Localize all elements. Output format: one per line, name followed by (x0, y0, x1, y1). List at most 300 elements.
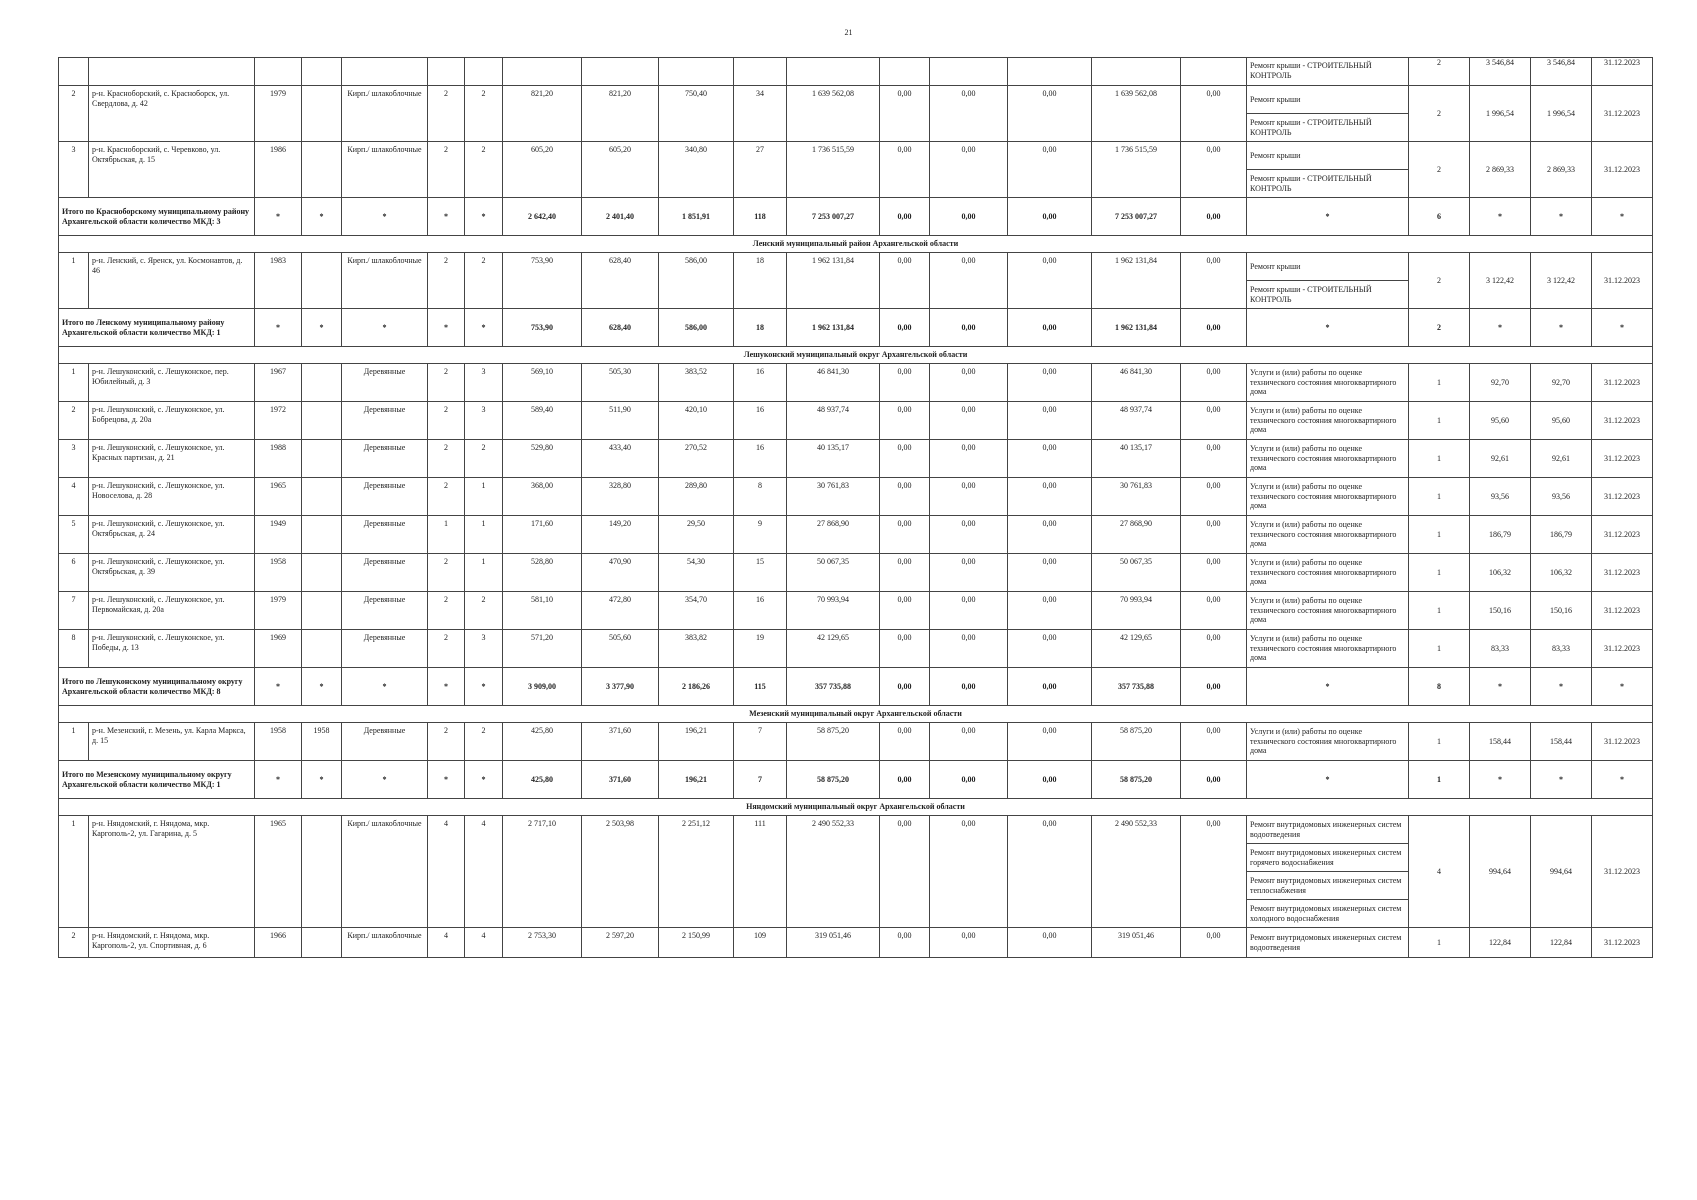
fund-municipal: 0,00 (1008, 142, 1092, 198)
total-f3: 0,00 (1008, 761, 1092, 799)
total-f3: 0,00 (1008, 198, 1092, 236)
total-s2: 628,40 (582, 309, 659, 347)
fund-municipal: 0,00 (1008, 723, 1092, 761)
fund-regional: 0,00 (930, 592, 1008, 630)
total-s2: 3 377,90 (582, 668, 659, 706)
fund-other: 0,00 (1181, 928, 1247, 958)
unit-cost-1: 122,84 (1470, 928, 1531, 958)
total-area: 571,20 (503, 630, 582, 668)
table-row (59, 440, 1653, 478)
section-row (59, 236, 1653, 253)
fund-regional: 0,00 (930, 86, 1008, 142)
address: р-н. Мезенский, г. Мезень, ул. Карла Маркса, д. 15 (89, 723, 255, 761)
fund-federal: 0,00 (880, 630, 930, 668)
entrances: 2 (465, 723, 503, 761)
placeholder-cell: * (342, 761, 428, 799)
build-year: 1979 (255, 592, 302, 630)
unit-cost-1: 158,44 (1470, 723, 1531, 761)
fund-municipal: 0,00 (1008, 86, 1092, 142)
apartments-area: 196,21 (659, 723, 734, 761)
placeholder-cell: * (428, 309, 465, 347)
placeholder-cell: * (428, 761, 465, 799)
floors: 4 (428, 928, 465, 958)
total-s1: 2 642,40 (503, 198, 582, 236)
total-cost: 357 735,88 (787, 668, 880, 706)
fund-other: 0,00 (1181, 723, 1247, 761)
fund-regional: 0,00 (930, 630, 1008, 668)
unit-cost-2: 93,56 (1531, 478, 1592, 516)
total-s2: 371,60 (582, 761, 659, 799)
apartments-area: 2 150,99 (659, 928, 734, 958)
total-f4: 357 735,88 (1092, 668, 1181, 706)
total-area: 589,40 (503, 402, 582, 440)
table-row (59, 516, 1653, 554)
table-row (59, 816, 1653, 844)
residents: 15 (734, 554, 787, 592)
wall-material: Деревянные (342, 554, 428, 592)
floors: 2 (428, 630, 465, 668)
row-number: 7 (59, 592, 89, 630)
fund-federal: 0,00 (880, 253, 930, 309)
fund-municipal: 0,00 (1008, 364, 1092, 402)
total-area: 171,60 (503, 516, 582, 554)
total-s3: 586,00 (659, 309, 734, 347)
placeholder-cell: * (1470, 761, 1531, 799)
total-ppl: 115 (734, 668, 787, 706)
placeholder-cell: * (1592, 309, 1653, 347)
due-date: 31.12.2023 (1592, 440, 1653, 478)
fund-owners: 319 051,46 (1092, 928, 1181, 958)
build-year: 1967 (255, 364, 302, 402)
table-row (59, 253, 1653, 281)
placeholder-cell: * (1247, 668, 1409, 706)
floors: 2 (428, 554, 465, 592)
total-s1: 753,90 (503, 309, 582, 347)
total-cost: 30 761,83 (787, 478, 880, 516)
address: р-н. Красноборский, с. Черевково, ул. Октябрьская, д. 15 (89, 142, 255, 198)
work-type: Ремонт крыши - СТРОИТЕЛЬНЫЙ КОНТРОЛЬ (1247, 170, 1409, 198)
placeholder-cell: * (255, 309, 302, 347)
works-count: 1 (1409, 928, 1470, 958)
living-area: 328,80 (582, 478, 659, 516)
total-cost: 58 875,20 (787, 723, 880, 761)
reconstruction-year (302, 402, 342, 440)
placeholder-cell: * (302, 761, 342, 799)
fund-municipal: 0,00 (1008, 440, 1092, 478)
placeholder-cell: * (342, 198, 428, 236)
build-year: 1983 (255, 253, 302, 309)
fund-federal: 0,00 (880, 478, 930, 516)
unit-cost-2: 95,60 (1531, 402, 1592, 440)
total-f1: 0,00 (880, 761, 930, 799)
total-f1: 0,00 (880, 198, 930, 236)
floors: 2 (428, 86, 465, 142)
entrances: 2 (465, 253, 503, 309)
table-row (59, 364, 1653, 402)
living-area: 2 597,20 (582, 928, 659, 958)
total-ppl: 7 (734, 761, 787, 799)
total-cost: 40 135,17 (787, 440, 880, 478)
total-cost: 48 937,74 (787, 402, 880, 440)
works-count: 1 (1409, 402, 1470, 440)
fund-other: 0,00 (1181, 86, 1247, 142)
build-year: 1972 (255, 402, 302, 440)
total-area: 569,10 (503, 364, 582, 402)
total-f3: 0,00 (1008, 309, 1092, 347)
fund-municipal: 0,00 (1008, 592, 1092, 630)
reconstruction-year (302, 364, 342, 402)
fund-regional: 0,00 (930, 253, 1008, 309)
total-f2: 0,00 (930, 761, 1008, 799)
floors: 4 (428, 816, 465, 928)
table-body (59, 58, 1653, 958)
unit-cost-1: 150,16 (1470, 592, 1531, 630)
address: р-н. Лешуконский, с. Лешуконское, ул. Победы, д. 13 (89, 630, 255, 668)
floors: 2 (428, 723, 465, 761)
residents: 16 (734, 440, 787, 478)
section-title: Няндомский муниципальный округ Архангельской области (59, 799, 1653, 816)
total-area: 2 753,30 (503, 928, 582, 958)
fund-owners: 27 868,90 (1092, 516, 1181, 554)
total-row (59, 668, 1653, 706)
fund-other: 0,00 (1181, 253, 1247, 309)
placeholder-cell: * (1470, 668, 1531, 706)
entrances: 1 (465, 554, 503, 592)
entrances: 2 (465, 592, 503, 630)
due-date: 31.12.2023 (1592, 86, 1653, 142)
works-count: 2 (1409, 86, 1470, 142)
address: р-н. Лешуконский, с. Лешуконское, ул. Октябрьская, д. 24 (89, 516, 255, 554)
residents: 7 (734, 723, 787, 761)
fund-regional: 0,00 (930, 554, 1008, 592)
work-type: Услуги и (или) работы по оценке технического состояния многоквартирного дома (1247, 478, 1409, 516)
reconstruction-year (302, 592, 342, 630)
wall-material: Кирп./ шлакоблочные (342, 86, 428, 142)
floors: 1 (428, 516, 465, 554)
fund-owners: 46 841,30 (1092, 364, 1181, 402)
apartments-area: 2 251,12 (659, 816, 734, 928)
placeholder-cell: * (1470, 309, 1531, 347)
entrances: 1 (465, 478, 503, 516)
fund-owners: 2 490 552,33 (1092, 816, 1181, 928)
unit-cost-2: 122,84 (1531, 928, 1592, 958)
entrances: 3 (465, 630, 503, 668)
work-type: Ремонт внутридомовых инженерных систем горячего водоснабжения (1247, 844, 1409, 872)
work-type: Услуги и (или) работы по оценке технического состояния многоквартирного дома (1247, 402, 1409, 440)
residents: 19 (734, 630, 787, 668)
due-date: 31.12.2023 (1592, 364, 1653, 402)
residents: 16 (734, 592, 787, 630)
fund-other: 0,00 (1181, 554, 1247, 592)
fund-regional: 0,00 (930, 816, 1008, 928)
entrances: 4 (465, 928, 503, 958)
works-count: 2 (1409, 142, 1470, 198)
work-type: Ремонт внутридомовых инженерных систем водоотведения (1247, 928, 1409, 958)
row-number: 5 (59, 516, 89, 554)
unit-cost-1: 186,79 (1470, 516, 1531, 554)
apartments-area: 586,00 (659, 253, 734, 309)
due-date: 31.12.2023 (1592, 478, 1653, 516)
fund-owners: 70 993,94 (1092, 592, 1181, 630)
table-row-fragment (59, 58, 1653, 86)
fund-regional: 0,00 (930, 516, 1008, 554)
unit-cost-2: 3 122,42 (1531, 253, 1592, 309)
residents: 16 (734, 364, 787, 402)
work-type: Услуги и (или) работы по оценке технического состояния многоквартирного дома (1247, 440, 1409, 478)
placeholder-cell: * (428, 198, 465, 236)
fund-federal: 0,00 (880, 516, 930, 554)
total-s1: 425,80 (503, 761, 582, 799)
fund-other: 0,00 (1181, 142, 1247, 198)
fund-federal: 0,00 (880, 592, 930, 630)
placeholder-cell: * (465, 668, 503, 706)
residents: 8 (734, 478, 787, 516)
fund-municipal: 0,00 (1008, 478, 1092, 516)
works-count: 1 (1409, 440, 1470, 478)
total-ppl: 18 (734, 309, 787, 347)
build-year: 1958 (255, 723, 302, 761)
reconstruction-year (302, 440, 342, 478)
total-s3: 2 186,26 (659, 668, 734, 706)
placeholder-cell: * (465, 198, 503, 236)
wall-material: Деревянные (342, 364, 428, 402)
fund-federal: 0,00 (880, 554, 930, 592)
work-type: Ремонт крыши (1247, 142, 1409, 170)
wall-material: Деревянные (342, 592, 428, 630)
apartments-area: 354,70 (659, 592, 734, 630)
total-cost: 70 993,94 (787, 592, 880, 630)
address: р-н. Красноборский, с. Красноборск, ул. Свердлова, д. 42 (89, 86, 255, 142)
fund-regional: 0,00 (930, 723, 1008, 761)
unit-cost-1: 2 869,33 (1470, 142, 1531, 198)
work-type: Ремонт внутридомовых инженерных систем теплоснабжения (1247, 872, 1409, 900)
placeholder-cell: * (1531, 309, 1592, 347)
total-ppl: 118 (734, 198, 787, 236)
fund-regional: 0,00 (930, 440, 1008, 478)
row-number: 1 (59, 364, 89, 402)
reconstruction-year (302, 478, 342, 516)
table-row (59, 86, 1653, 114)
total-works-count: 8 (1409, 668, 1470, 706)
placeholder-cell: * (1592, 198, 1653, 236)
entrances: 2 (465, 142, 503, 198)
table-row (59, 142, 1653, 170)
row-number: 1 (59, 253, 89, 309)
fund-municipal: 0,00 (1008, 816, 1092, 928)
unit-cost-1: 93,56 (1470, 478, 1531, 516)
works-count: 1 (1409, 630, 1470, 668)
unit-cost-2: 83,33 (1531, 630, 1592, 668)
work-type: Ремонт крыши - СТРОИТЕЛЬНЫЙ КОНТРОЛЬ (1247, 281, 1409, 309)
due-date: 31.12.2023 (1592, 554, 1653, 592)
total-area: 2 717,10 (503, 816, 582, 928)
total-f4: 7 253 007,27 (1092, 198, 1181, 236)
row-number: 1 (59, 816, 89, 928)
apartments-area: 29,50 (659, 516, 734, 554)
entrances: 2 (465, 86, 503, 142)
unit-cost-2: 186,79 (1531, 516, 1592, 554)
due-date: 31.12.2023 (1592, 58, 1653, 86)
build-year: 1965 (255, 478, 302, 516)
total-area: 368,00 (503, 478, 582, 516)
living-area: 433,40 (582, 440, 659, 478)
floors: 2 (428, 440, 465, 478)
reconstruction-year (302, 816, 342, 928)
due-date: 31.12.2023 (1592, 723, 1653, 761)
work-type: Ремонт крыши (1247, 253, 1409, 281)
fund-owners: 30 761,83 (1092, 478, 1181, 516)
total-area: 529,80 (503, 440, 582, 478)
due-date: 31.12.2023 (1592, 402, 1653, 440)
placeholder-cell: * (465, 761, 503, 799)
apartments-area: 420,10 (659, 402, 734, 440)
living-area: 472,80 (582, 592, 659, 630)
fund-federal: 0,00 (880, 142, 930, 198)
total-f2: 0,00 (930, 668, 1008, 706)
fund-municipal: 0,00 (1008, 516, 1092, 554)
due-date: 31.12.2023 (1592, 253, 1653, 309)
works-count: 1 (1409, 723, 1470, 761)
table-row (59, 928, 1653, 958)
fund-federal: 0,00 (880, 816, 930, 928)
fund-owners: 1 962 131,84 (1092, 253, 1181, 309)
unit-cost-2: 150,16 (1531, 592, 1592, 630)
works-count: 1 (1409, 516, 1470, 554)
wall-material: Деревянные (342, 478, 428, 516)
total-cost: 27 868,90 (787, 516, 880, 554)
fund-regional: 0,00 (930, 928, 1008, 958)
work-type: Услуги и (или) работы по оценке технического состояния многоквартирного дома (1247, 630, 1409, 668)
apartments-area: 270,52 (659, 440, 734, 478)
row-number: 2 (59, 928, 89, 958)
placeholder-cell: * (1247, 761, 1409, 799)
total-f5: 0,00 (1181, 198, 1247, 236)
row-number: 2 (59, 86, 89, 142)
fund-other: 0,00 (1181, 630, 1247, 668)
total-cost: 1 736 515,59 (787, 142, 880, 198)
row-number: 4 (59, 478, 89, 516)
address: р-н. Лешуконский, с. Лешуконское, пер. Юбилейный, д. 3 (89, 364, 255, 402)
total-s3: 1 851,91 (659, 198, 734, 236)
table-row (59, 630, 1653, 668)
wall-material: Деревянные (342, 516, 428, 554)
build-year: 1949 (255, 516, 302, 554)
residents: 34 (734, 86, 787, 142)
reconstruction-year (302, 554, 342, 592)
due-date: 31.12.2023 (1592, 592, 1653, 630)
fund-other: 0,00 (1181, 592, 1247, 630)
fund-regional: 0,00 (930, 402, 1008, 440)
section-row (59, 706, 1653, 723)
build-year: 1958 (255, 554, 302, 592)
fund-owners: 1 639 562,08 (1092, 86, 1181, 142)
total-s2: 2 401,40 (582, 198, 659, 236)
floors: 2 (428, 253, 465, 309)
apartments-area: 750,40 (659, 86, 734, 142)
total-f5: 0,00 (1181, 668, 1247, 706)
living-area: 605,20 (582, 142, 659, 198)
due-date: 31.12.2023 (1592, 630, 1653, 668)
total-area: 581,10 (503, 592, 582, 630)
work-type: Ремонт крыши - СТРОИТЕЛЬНЫЙ КОНТРОЛЬ (1247, 58, 1409, 86)
entrances: 3 (465, 402, 503, 440)
wall-material: Деревянные (342, 440, 428, 478)
residents: 18 (734, 253, 787, 309)
row-number: 1 (59, 723, 89, 761)
apartments-area: 340,80 (659, 142, 734, 198)
total-cost: 319 051,46 (787, 928, 880, 958)
total-area: 425,80 (503, 723, 582, 761)
build-year: 1966 (255, 928, 302, 958)
placeholder-cell: * (1470, 198, 1531, 236)
reconstruction-year (302, 928, 342, 958)
entrances: 3 (465, 364, 503, 402)
fund-other: 0,00 (1181, 516, 1247, 554)
placeholder-cell: * (302, 309, 342, 347)
total-area: 528,80 (503, 554, 582, 592)
placeholder-cell: * (302, 198, 342, 236)
fund-federal: 0,00 (880, 86, 930, 142)
work-type: Ремонт крыши - СТРОИТЕЛЬНЫЙ КОНТРОЛЬ (1247, 114, 1409, 142)
work-type: Ремонт внутридомовых инженерных систем холодного водоснабжения (1247, 900, 1409, 928)
work-type: Услуги и (или) работы по оценке технического состояния многоквартирного дома (1247, 592, 1409, 630)
due-date: 31.12.2023 (1592, 516, 1653, 554)
total-f4: 58 875,20 (1092, 761, 1181, 799)
fund-other: 0,00 (1181, 478, 1247, 516)
placeholder-cell: * (255, 761, 302, 799)
placeholder-cell: * (1531, 198, 1592, 236)
row-number: 8 (59, 630, 89, 668)
placeholder-cell: * (1592, 668, 1653, 706)
wall-material: Деревянные (342, 723, 428, 761)
unit-cost-1: 83,33 (1470, 630, 1531, 668)
placeholder-cell: * (342, 309, 428, 347)
row-number: 6 (59, 554, 89, 592)
fund-federal: 0,00 (880, 364, 930, 402)
total-label: Итого по Ленскому муниципальному району Архангельской области количество МКД: 1 (59, 309, 255, 347)
row-number: 3 (59, 142, 89, 198)
build-year: 1969 (255, 630, 302, 668)
section-title: Лешуконский муниципальный округ Архангельской области (59, 347, 1653, 364)
fund-owners: 42 129,65 (1092, 630, 1181, 668)
section-row (59, 799, 1653, 816)
table-row (59, 723, 1653, 761)
total-works-count: 2 (1409, 309, 1470, 347)
build-year: 1986 (255, 142, 302, 198)
works-count: 4 (1409, 816, 1470, 928)
work-type: Ремонт внутридомовых инженерных систем водоотведения (1247, 816, 1409, 844)
works-count: 1 (1409, 478, 1470, 516)
unit-cost-1: 92,61 (1470, 440, 1531, 478)
works-count: 1 (1409, 554, 1470, 592)
total-cost: 50 067,35 (787, 554, 880, 592)
wall-material: Кирп./ шлакоблочные (342, 253, 428, 309)
total-works-count: 6 (1409, 198, 1470, 236)
build-year: 1965 (255, 816, 302, 928)
due-date: 31.12.2023 (1592, 816, 1653, 928)
floors: 2 (428, 364, 465, 402)
section-title: Ленский муниципальный район Архангельской области (59, 236, 1653, 253)
total-area: 753,90 (503, 253, 582, 309)
row-number: 3 (59, 440, 89, 478)
works-count: 1 (1409, 592, 1470, 630)
fund-regional: 0,00 (930, 142, 1008, 198)
address: р-н. Лешуконский, с. Лешуконское, ул. Первомайская, д. 20а (89, 592, 255, 630)
fund-owners: 58 875,20 (1092, 723, 1181, 761)
due-date: 31.12.2023 (1592, 928, 1653, 958)
placeholder-cell: * (255, 198, 302, 236)
fund-owners: 40 135,17 (1092, 440, 1181, 478)
